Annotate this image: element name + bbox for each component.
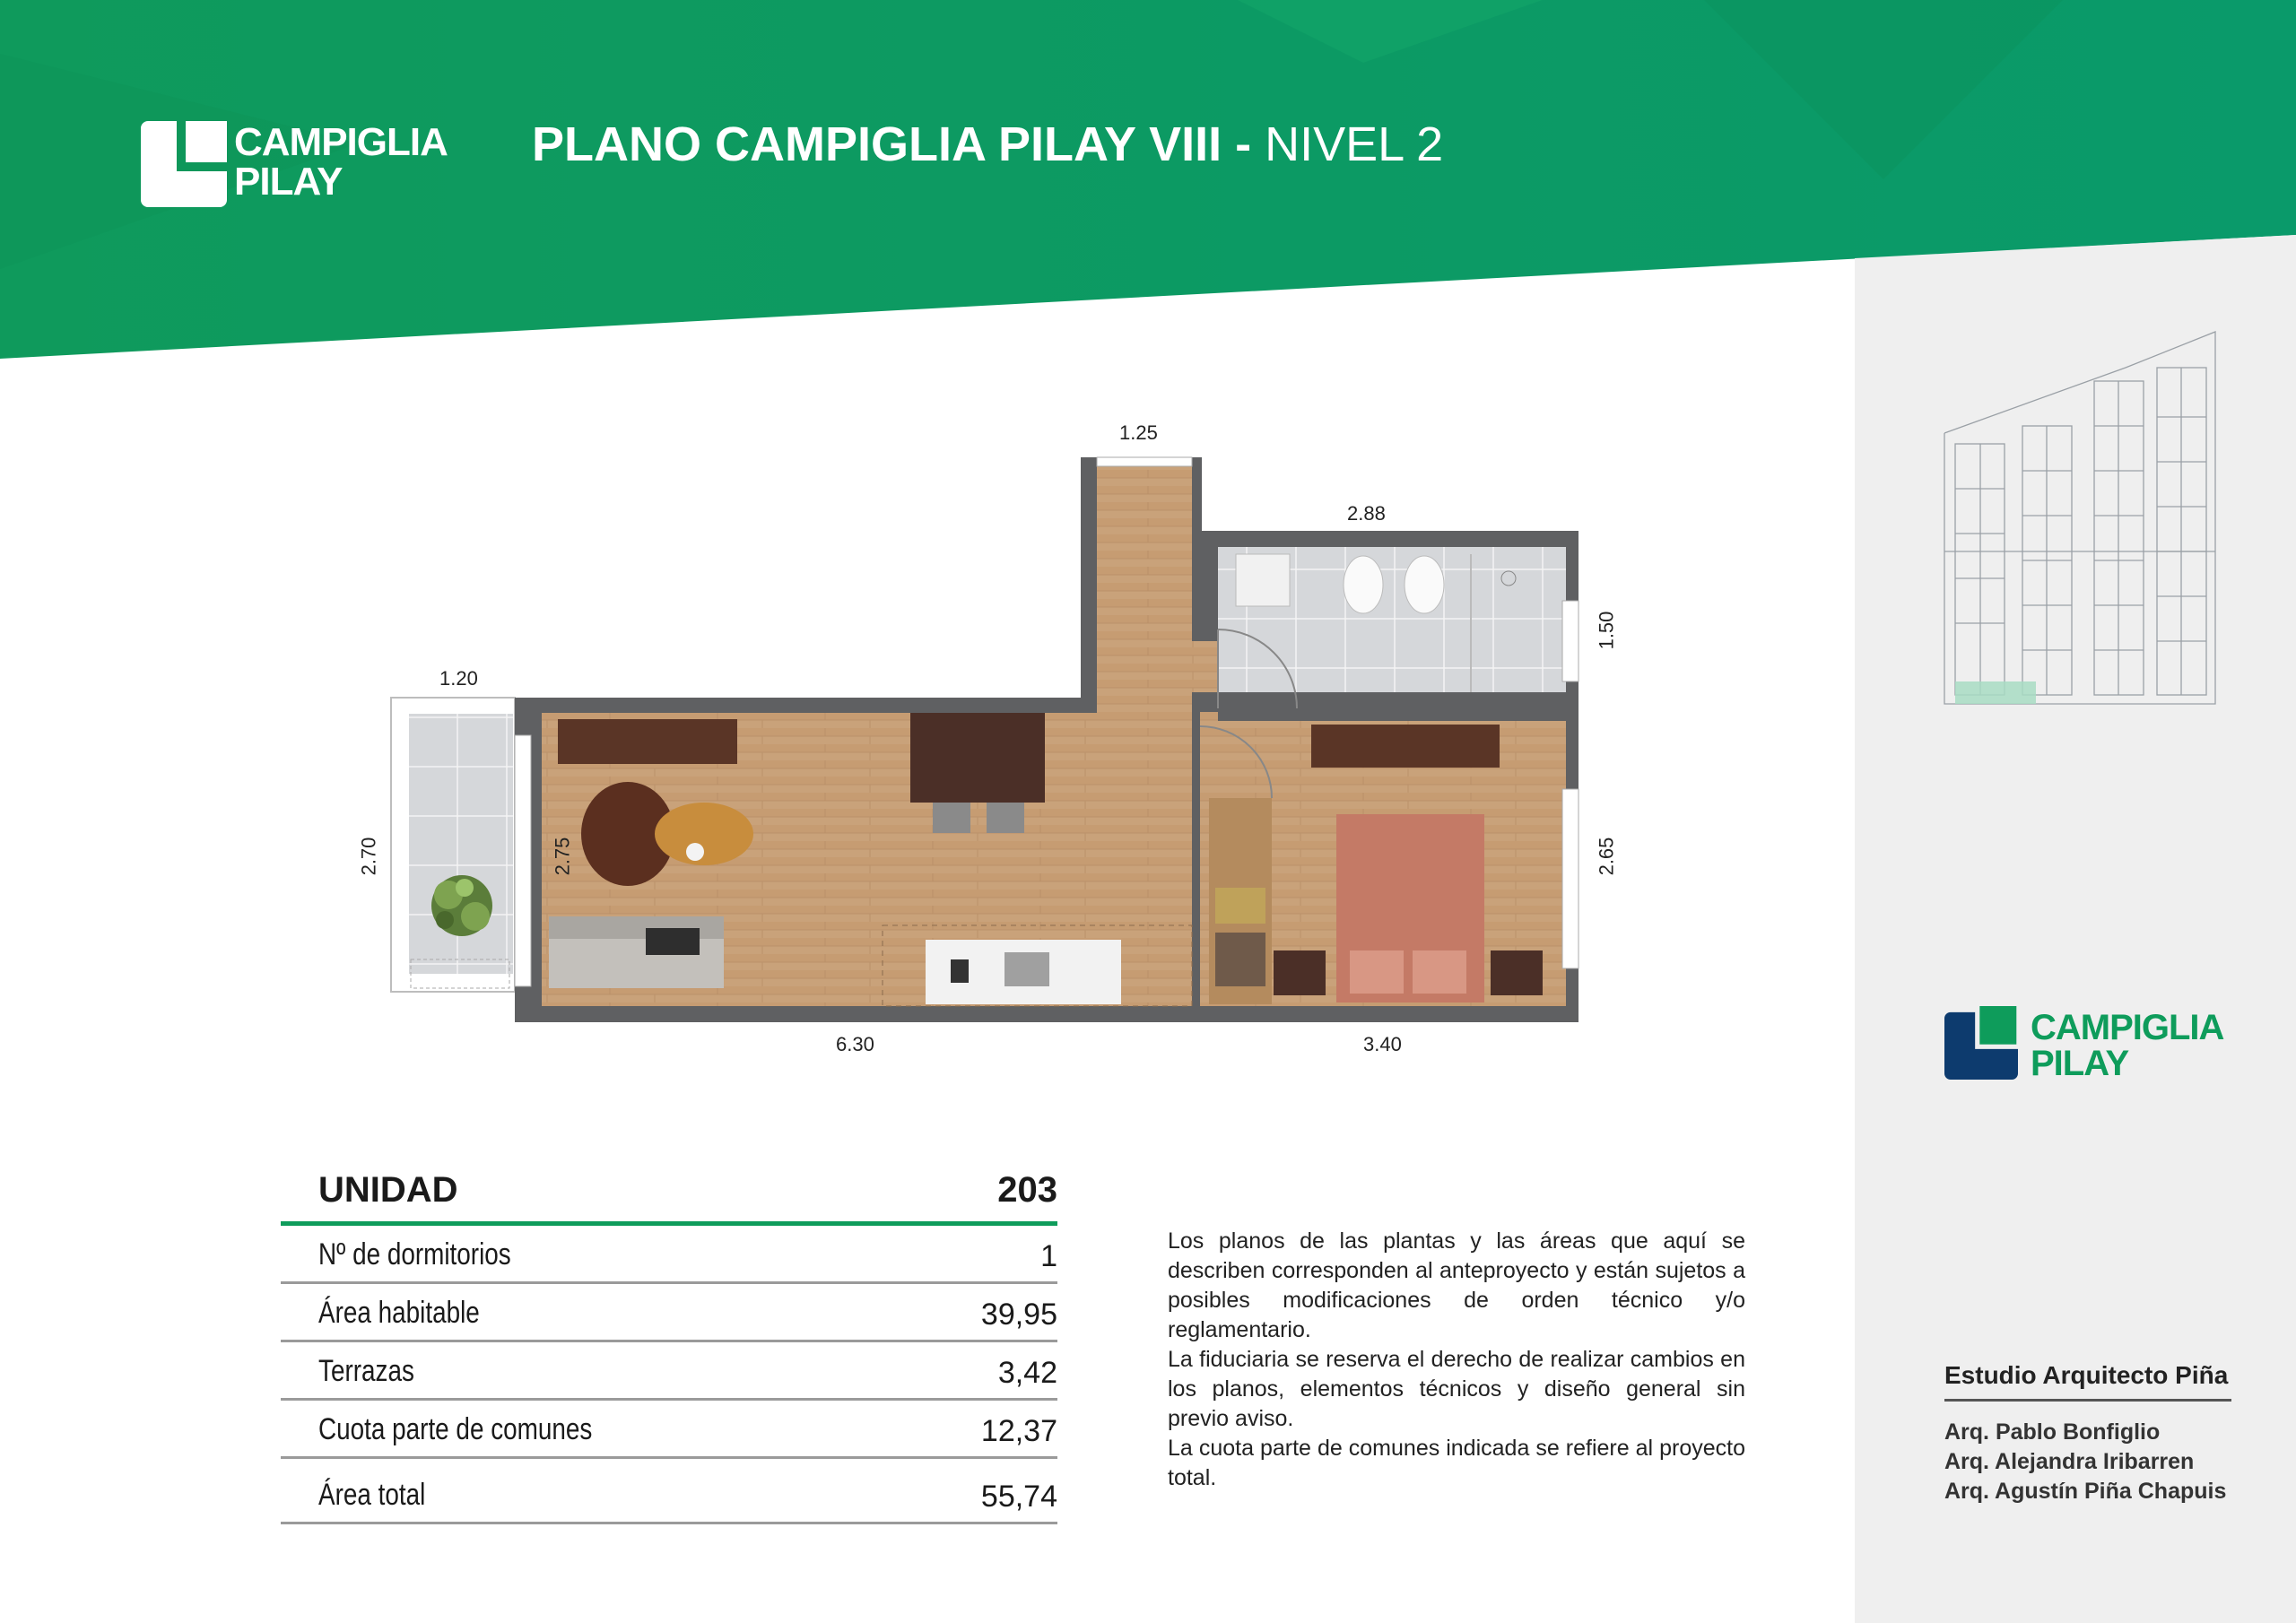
bedroom-tv-unit xyxy=(1311,725,1500,768)
table-row xyxy=(281,1342,1057,1401)
disclaimer-text xyxy=(1168,1227,1745,1493)
window-bedroom xyxy=(1562,789,1578,968)
logo-mark-icon xyxy=(1944,1006,2018,1080)
brand-logo-side xyxy=(1944,1006,2267,1087)
chair xyxy=(987,803,1024,833)
row-value: 39,95 xyxy=(980,1298,1057,1332)
tv-unit xyxy=(558,719,737,764)
entrance-door xyxy=(1097,457,1192,466)
title-main: PLANO CAMPIGLIA PILAY VIII xyxy=(532,117,1222,171)
dim-living-depth: 2.75 xyxy=(551,837,574,876)
row-value: 1 xyxy=(1040,1239,1057,1273)
page-title xyxy=(532,117,1443,172)
architect-list xyxy=(1944,1418,2231,1506)
dining-table xyxy=(910,713,1045,803)
disclaimer-paragraph: La cuota parte de comunes indicada se refiere al proyecto total. xyxy=(1168,1436,1745,1490)
dim-bedroom-depth: 2.65 xyxy=(1595,837,1618,876)
unit-label: UNIDAD xyxy=(318,1170,458,1210)
studio-title: Estudio Arquitecto Piña xyxy=(1944,1361,2231,1402)
unit-number: 203 xyxy=(997,1170,1057,1210)
nightstand xyxy=(1274,950,1326,995)
dim-bedroom-width: 3.40 xyxy=(1363,1033,1402,1055)
disclaimer-paragraph: La fiduciaria se reserva el derecho de realizar cambios en los planos, elementos técnicos y diseño general sin previo aviso. xyxy=(1168,1347,1745,1431)
side-table xyxy=(655,803,753,865)
unit-header xyxy=(281,1170,1057,1226)
architect-name: Arq. Pablo Bonfiglio xyxy=(1944,1419,2161,1445)
table-row xyxy=(281,1459,1057,1524)
floor-plan xyxy=(359,421,1632,1067)
disclaimer-paragraph: Los planos de las plantas y las áreas que aquí se describen corresponden al anteproyecto y están sujetos a posibles modificaciones de orden técnico y/o reglamentario. xyxy=(1168,1228,1745,1342)
brand-name: CAMPIGLIA PILAY xyxy=(234,120,448,204)
row-label: Área total xyxy=(318,1478,426,1512)
kitchen-sink-icon xyxy=(1004,952,1049,986)
architect-name: Arq. Alejandra Iribarren xyxy=(1944,1449,2195,1474)
studio-credits xyxy=(1944,1361,2231,1506)
brand-logo xyxy=(141,121,473,211)
row-label: Área habitable xyxy=(318,1296,480,1330)
dim-bath-depth: 1.50 xyxy=(1595,611,1618,650)
title-level: NIVEL 2 xyxy=(1265,117,1444,171)
window-terrace xyxy=(515,735,531,986)
building-key-plan xyxy=(1937,327,2224,713)
floor-plan-drawing xyxy=(359,421,1632,1067)
dim-corridor-width: 1.25 xyxy=(1119,421,1158,444)
row-label: Terrazas xyxy=(318,1354,414,1388)
unit-summary-table xyxy=(281,1170,1057,1524)
row-value: 12,37 xyxy=(980,1414,1057,1448)
table-row xyxy=(281,1226,1057,1284)
row-label: Cuota parte de comunes xyxy=(318,1412,593,1446)
architect-name: Arq. Agustín Piña Chapuis xyxy=(1944,1479,2227,1504)
chair xyxy=(933,803,970,833)
title-separator: - xyxy=(1222,117,1265,171)
toilet-icon xyxy=(1344,556,1383,613)
row-value: 3,42 xyxy=(997,1356,1057,1390)
bidet-icon xyxy=(1405,556,1444,613)
table-row xyxy=(281,1284,1057,1342)
sink-icon xyxy=(1236,554,1290,606)
entrance-corridor-floor xyxy=(1097,457,1192,717)
row-label: Nº de dormitorios xyxy=(318,1237,511,1271)
dim-terrace-width: 1.20 xyxy=(439,667,478,690)
brand-name-side: CAMPIGLIA PILAY xyxy=(2031,1008,2224,1083)
dim-living-width: 6.30 xyxy=(836,1033,874,1055)
dim-bath-width: 2.88 xyxy=(1347,502,1386,525)
table-row xyxy=(281,1401,1057,1459)
row-value: 55,74 xyxy=(980,1480,1057,1514)
highlighted-unit xyxy=(1955,681,2036,704)
logo-mark-icon xyxy=(141,121,227,207)
appliance-icon xyxy=(951,959,969,983)
window-bathroom xyxy=(1562,601,1578,681)
nightstand xyxy=(1491,950,1543,995)
plant-icon xyxy=(431,875,492,936)
dim-terrace-depth: 2.70 xyxy=(357,837,380,876)
